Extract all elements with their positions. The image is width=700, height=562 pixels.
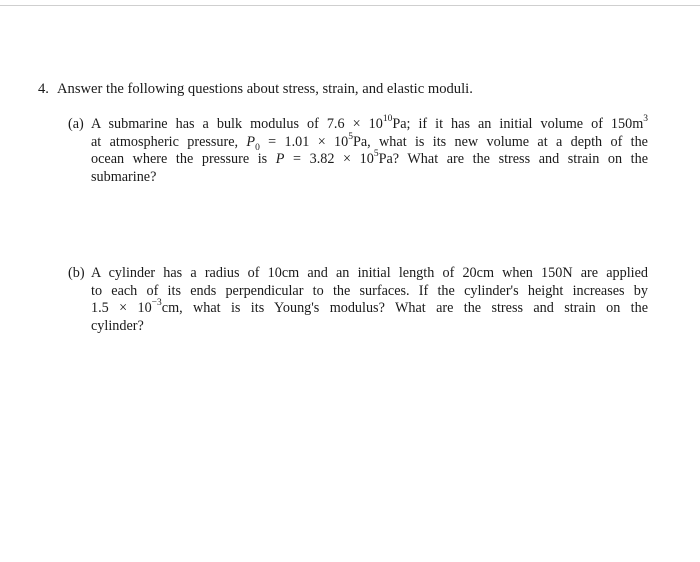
text-run: ocean where the pressure is xyxy=(91,151,276,168)
part-text xyxy=(91,116,648,186)
text-line xyxy=(91,318,648,336)
text-run: A cylinder has a radius of 10cm and an initial length of 20cm when 150N are applied xyxy=(91,265,648,281)
text-run: cm, what is its Young's modulus? What are the stress and strain on the xyxy=(161,300,648,317)
question-number: 4. xyxy=(38,81,49,97)
text-line xyxy=(91,131,648,153)
text-run: cylinder? xyxy=(91,317,144,334)
text-run: Pa, what is its new volume at a depth of the xyxy=(352,133,648,150)
question-heading xyxy=(38,80,658,98)
text-line xyxy=(91,283,648,301)
exponent: 5 xyxy=(348,131,353,142)
subscript: 0 xyxy=(255,142,260,153)
text-run: A submarine has a bulk modulus of 7.6 × 10 xyxy=(91,116,383,132)
text-run: to each of its ends perpendicular to the surfaces. If the cylinder's height increases by xyxy=(91,282,648,299)
text-line xyxy=(91,116,648,134)
text-line xyxy=(91,151,648,169)
part-label: (b) xyxy=(68,265,85,281)
text-run: 1.5 × 10 xyxy=(91,300,152,317)
part-text xyxy=(91,265,648,335)
exponent: 3 xyxy=(643,114,649,125)
exponent: −3 xyxy=(151,298,162,309)
text-line xyxy=(91,169,648,187)
exponent: 5 xyxy=(373,149,379,160)
text-line xyxy=(91,300,648,318)
text-run: at atmospheric pressure, xyxy=(91,133,247,150)
text-line xyxy=(91,265,648,283)
exponent: 10 xyxy=(382,114,393,125)
text-run: = 3.82 × 10 xyxy=(284,151,374,168)
text-run: Pa; if it has an initial volume of 150m xyxy=(392,116,644,132)
part-label: (a) xyxy=(68,116,84,132)
math-variable: P xyxy=(246,133,256,150)
question-prompt: Answer the following questions about stress, strain, and elastic moduli. xyxy=(57,81,473,97)
text-run: = 1.01 × 10 xyxy=(259,133,349,150)
text-run: submarine? xyxy=(91,168,157,185)
math-variable: P xyxy=(275,151,285,168)
text-run: Pa? What are the stress and strain on the xyxy=(378,151,648,168)
